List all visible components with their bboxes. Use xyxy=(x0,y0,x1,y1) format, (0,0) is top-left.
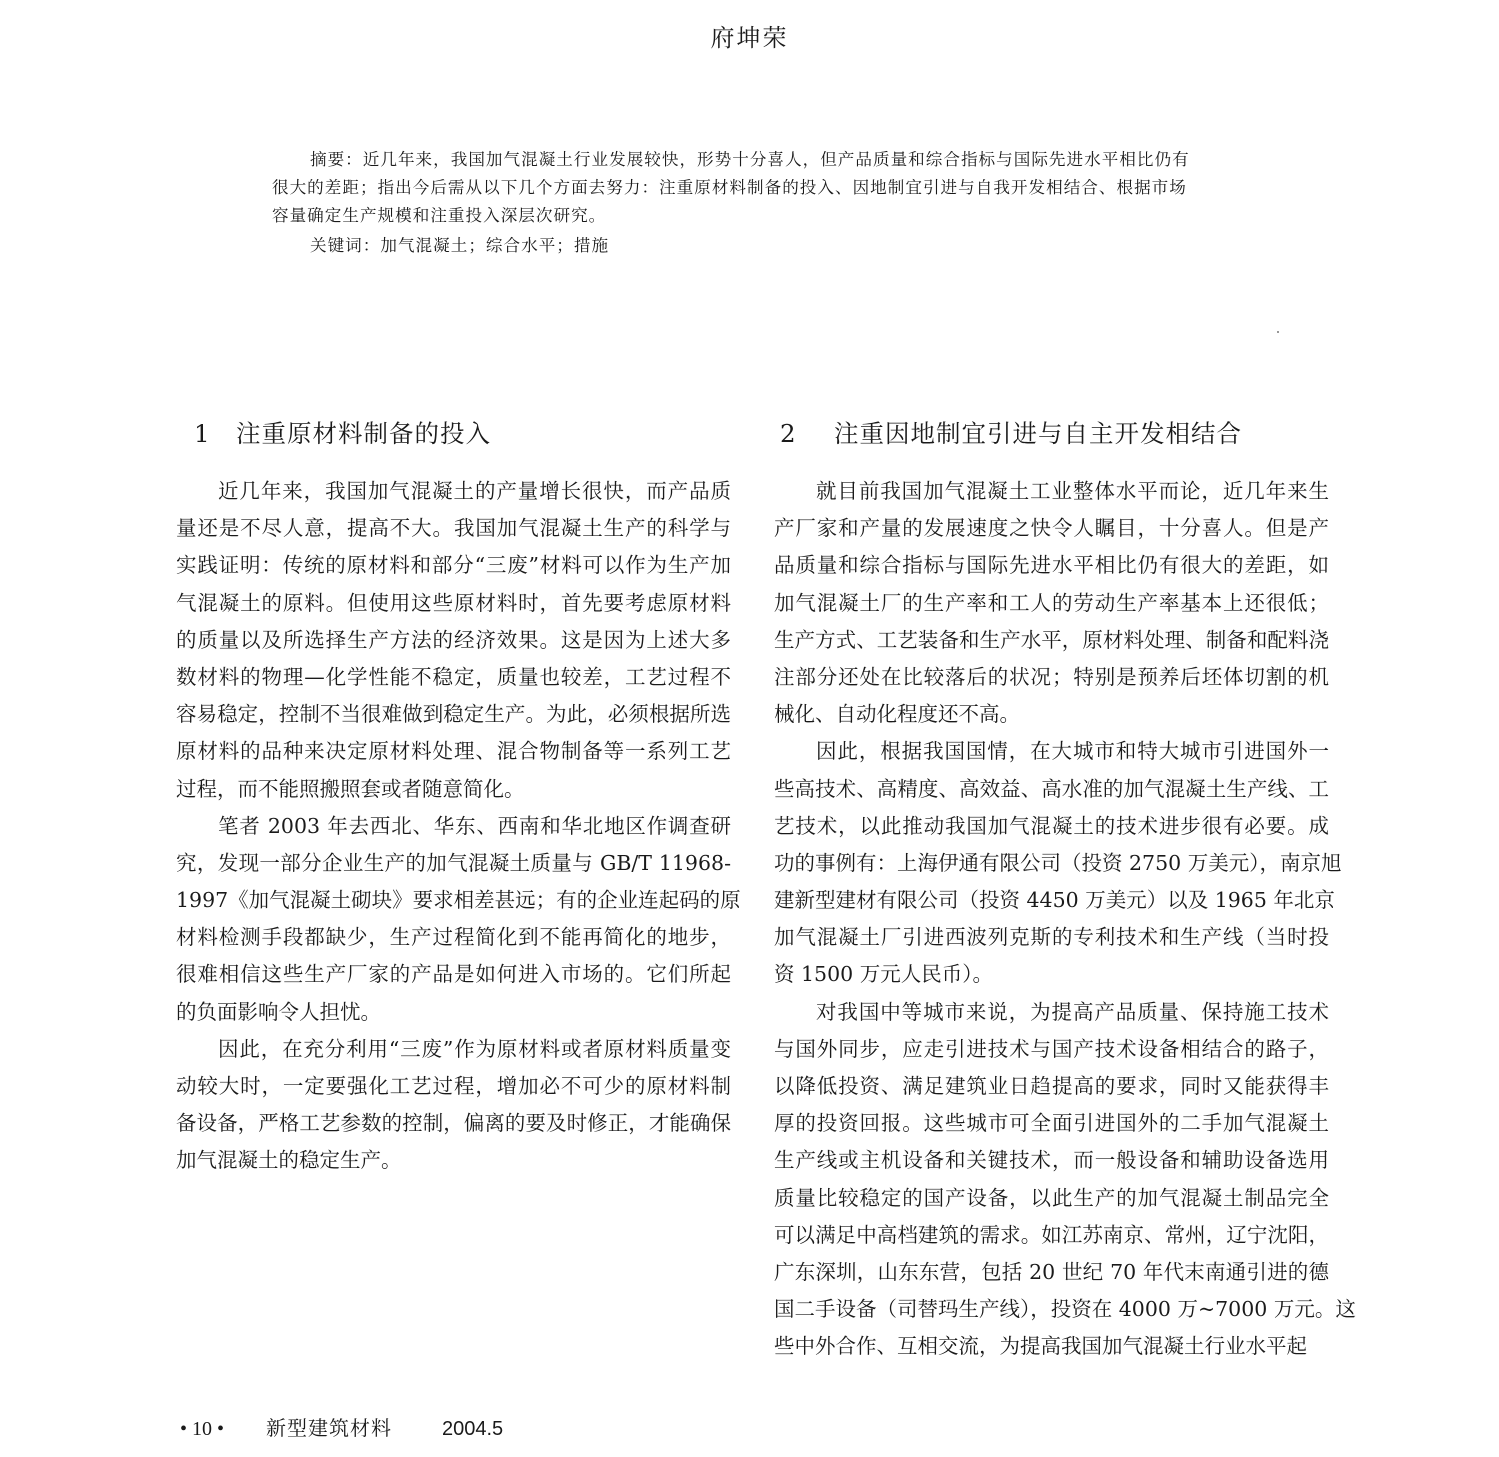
text-line: 笔者 2003 年去西北、华东、西南和华北地区作调查研 xyxy=(218,813,731,838)
text-line: 以降低投资、满足建筑业日趋提高的要求，同时又能获得丰 xyxy=(774,1074,1329,1098)
section-heading xyxy=(176,412,731,456)
text-line: 过程，而不能照搬照套或者随意简化。 xyxy=(176,776,525,801)
text-line: 很难相信这些生产厂家的产品是如何进入市场的。它们所起 xyxy=(176,962,731,987)
left-column xyxy=(176,412,741,1180)
text-line: 动较大时，一定要强化工艺过程，增加必不可少的原材料制 xyxy=(176,1074,731,1098)
text-line: 质量比较稳定的国产设备，以此生产的加气混凝土制品完全 xyxy=(774,1185,1329,1210)
text-line: 功的事例有：上海伊通有限公司（投资 2750 万美元），南京旭 xyxy=(774,850,1342,875)
text-line: 注部分还处在比较落后的状况；特别是预养后坯体切割的机 xyxy=(774,664,1329,689)
text-line: 广东深圳，山东东营，包括 20 世纪 70 年代末南通引进的德 xyxy=(774,1259,1329,1284)
abstract xyxy=(272,146,1247,260)
keywords: 关键词：加气混凝土；综合水平；措施 xyxy=(310,236,610,255)
text-line: 国二手设备（司替玛生产线），投资在 4000 万~7000 万元。这 xyxy=(774,1297,1356,1322)
author-name: 府坤荣 xyxy=(710,24,789,52)
page-footer xyxy=(180,1412,503,1441)
journal-name: 新型建筑材料 xyxy=(266,1416,392,1440)
abstract-line: 摘要：近几年来，我国加气混凝土行业发展较快，形势十分喜人，但产品质量和综合指标与国际先进水平相比仍有 xyxy=(310,150,1190,169)
text-line: 资 1500 万元人民币）。 xyxy=(774,962,993,987)
text-line: 材料检测手段都缺少，生产过程简化到不能再简化的地步， xyxy=(176,925,731,950)
text-line: 因此，根据我国国情，在大城市和特大城市引进国外一 xyxy=(816,739,1329,764)
text-line: 可以满足中高档建筑的需求。如江苏南京、常州，辽宁沈阳， xyxy=(774,1222,1329,1247)
text-line: 生产线或主机设备和关键技术，而一般设备和辅助设备选用 xyxy=(774,1148,1329,1173)
text-line: 备设备，严格工艺参数的控制，偏离的要及时修正，才能确保 xyxy=(176,1111,731,1136)
text-line: 就目前我国加气混凝土工业整体水平而论，近几年来生 xyxy=(816,479,1329,503)
text-line: 的负面影响令人担忧。 xyxy=(176,999,381,1024)
text-line: 厚的投资回报。这些城市可全面引进国外的二手加气混凝土 xyxy=(774,1111,1329,1136)
section-title: 注重原材料制备的投入 xyxy=(236,419,491,448)
paragraph xyxy=(176,473,731,808)
text-line: 建新型建材有限公司（投资 4450 万美元）以及 1965 年北京 xyxy=(774,888,1335,913)
text-line: 加气混凝土的稳定生产。 xyxy=(176,1148,402,1173)
text-line: 生产方式、工艺装备和生产水平，原材料处理、制备和配料浇 xyxy=(774,627,1329,652)
text-line: 数材料的物理—化学性能不稳定，质量也较差，工艺过程不 xyxy=(176,664,731,689)
text-line: 究，发现一部分企业生产的加气混凝土质量与 GB/T 11968- xyxy=(176,850,731,875)
text-line: 艺技术，以此推动我国加气混凝土的技术进步很有必要。成 xyxy=(774,813,1329,838)
text-line: 量还是不尽人意，提高不大。我国加气混凝土生产的科学与 xyxy=(176,516,731,541)
section-body xyxy=(176,473,741,1180)
abstract-line: 容量确定生产规模和注重投入深层次研究。 xyxy=(272,206,607,225)
text-line: 械化、自动化程度还不高。 xyxy=(774,702,1020,727)
abstract-line: 很大的差距；指出今后需从以下几个方面去努力：注重原材料制备的投入、因地制宜引进与自我开发相结合、根据市场 xyxy=(272,178,1187,197)
scan-speck xyxy=(1277,331,1279,333)
text-line: 原材料的品种来决定原材料处理、混合物制备等一系列工艺 xyxy=(176,739,731,764)
paragraph xyxy=(176,1031,731,1180)
paragraph xyxy=(774,473,1329,733)
section-number: 1 xyxy=(194,419,211,448)
paragraph xyxy=(774,733,1342,993)
text-line: 品质量和综合指标与国际先进水平相比仍有很大的差距，如 xyxy=(774,553,1329,578)
text-line: 的质量以及所选择生产方法的经济效果。这是因为上述大多 xyxy=(176,627,731,652)
text-line: 对我国中等城市来说，为提高产品质量、保持施工技术 xyxy=(816,999,1329,1024)
section-body xyxy=(774,473,1356,1366)
text-line: 容易稳定，控制不当很难做到稳定生产。为此，必须根据所选 xyxy=(176,702,731,727)
section-heading xyxy=(774,412,1329,456)
text-line: 产厂家和产量的发展速度之快令人瞩目，十分喜人。但是产 xyxy=(774,516,1329,541)
text-line: 与国外同步，应走引进技术与国产技术设备相结合的路子， xyxy=(774,1036,1329,1061)
text-line: 些中外合作、互相交流，为提高我国加气混凝土行业水平起 xyxy=(774,1334,1307,1359)
journal-issue: 2004.5 xyxy=(442,1418,504,1440)
right-column xyxy=(774,412,1356,1366)
paragraph xyxy=(176,808,741,1031)
text-line: 近几年来，我国加气混凝土的产量增长很快，而产品质 xyxy=(218,479,731,503)
text-line: 气混凝土的原料。但使用这些原材料时，首先要考虑原材料 xyxy=(176,590,731,615)
section-number: 2 xyxy=(780,419,797,448)
text-line: 加气混凝土厂的生产率和工人的劳动生产率基本上还很低； xyxy=(774,590,1329,615)
section-title: 注重因地制宜引进与自主开发相结合 xyxy=(834,419,1242,448)
text-line: 加气混凝土厂引进西波列克斯的专利技术和生产线（当时投 xyxy=(774,925,1329,950)
page-number: • 10 • xyxy=(180,1418,225,1440)
text-line: 些高技术、高精度、高效益、高水准的加气混凝土生产线、工 xyxy=(774,776,1329,801)
text-line: 因此，在充分利用“三废”作为原材料或者原材料质量变 xyxy=(218,1036,731,1061)
paragraph xyxy=(774,994,1356,1366)
text-line: 实践证明：传统的原材料和部分“三废”材料可以作为生产加 xyxy=(176,553,731,578)
text-line: 1997《加气混凝土砌块》要求相差甚远；有的企业连起码的原 xyxy=(176,888,741,913)
